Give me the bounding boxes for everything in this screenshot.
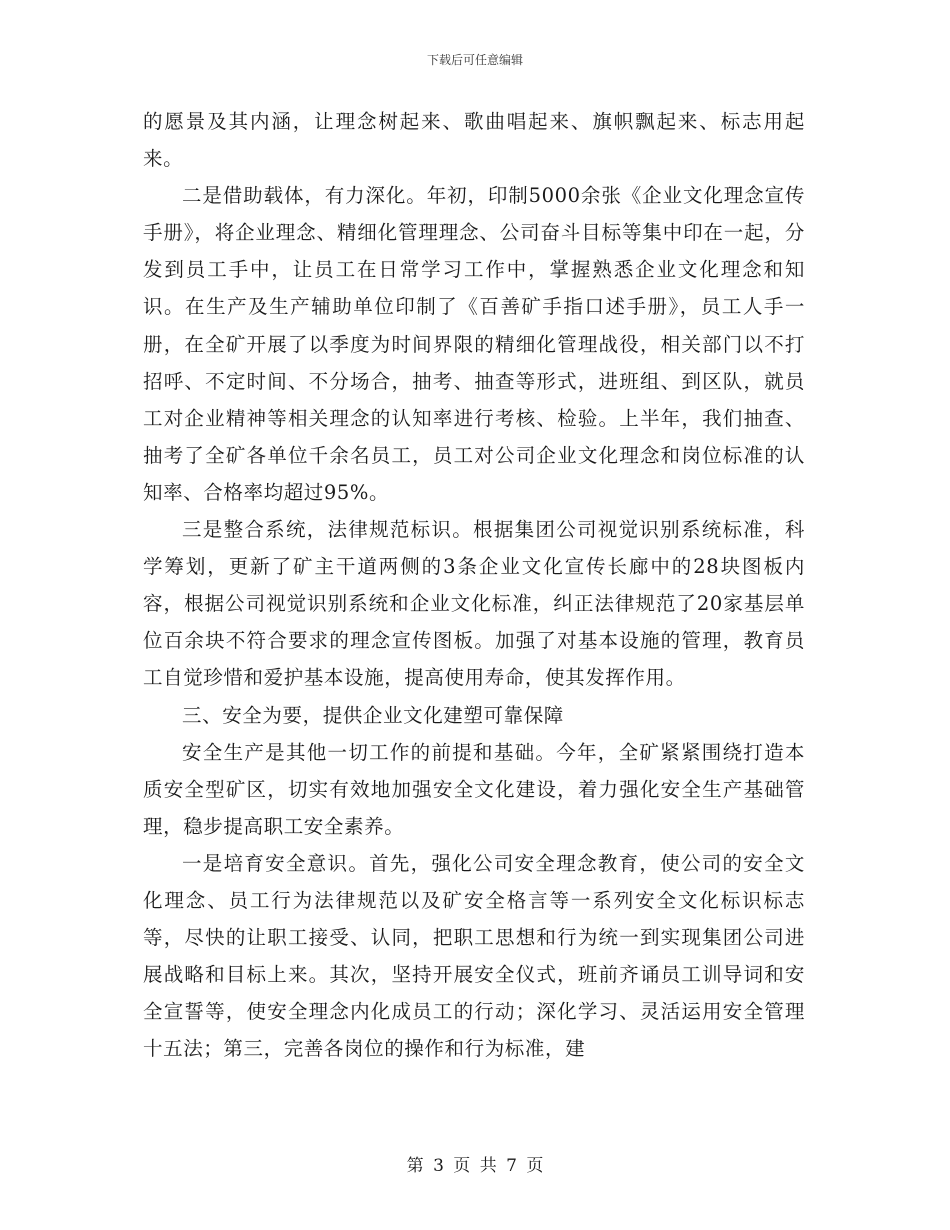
paragraph-5: 一是培育安全意识。首先，强化公司安全理念教育，使公司的安全文化理念、员工行为法律规范以及矿安全格言等一系列安全文化标识标志等，尽快的让职工接受、认同，把职工思想和行为统一到实现集团公司进展战略和目标上来。其次，坚持开展安全仪式，班前齐诵员工训导词和安全宣誓等，使安全理念内化成员工的行动；深化学习、灵活运用安全管理十五法；第三，完善各岗位的操作和行为标准，建 [143,851,805,1061]
paragraph-1: 的愿景及其内涵，让理念树起来、歌曲唱起来、旗帜飘起来、标志用起来。 [143,110,805,171]
footer-label-unit: 页 [453,1156,471,1176]
page-number-footer [0,1155,950,1177]
paragraph-3: 三是整合系统，法律规范标识。根据集团公司视觉识别系统标准，科学筹划，更新了矿主干道两侧的3条企业文化宣传长廊中的28块图板内容，根据公司视觉识别系统和企业文化标准，纠正法律规范了20家基层单位百余块不符合要求的理念宣传图板。加强了对基本设施的管理，教育员工自觉珍惜和爱护基本设施，提高使用寿命，使其发挥作用。 [143,518,805,690]
page-header-note: 下载后可任意编辑 [426,53,523,67]
section-heading: 三、安全为要，提供企业文化建塑可靠保障 [182,703,564,727]
footer-current-page: 3 [433,1156,444,1176]
footer-total-pages: 7 [506,1156,517,1176]
footer-label-unit-2: 页 [526,1156,544,1176]
footer-label-total: 共 [479,1156,497,1176]
paragraph-2: 二是借助载体，有力深化。年初，印制5000余张《企业文化理念宣传手册》，将企业理念、精细化管理理念、公司奋斗目标等集中印在一起，分发到员工手中，让员工在日常学习工作中，掌握熟悉企业文化理念和知识。在生产及生产辅助单位印制了《百善矿手指口述手册》，员工人手一册，在全矿开展了以季度为时间界限的精细化管理战役，相关部门以不打招呼、不定时间、不分场合，抽考、抽查等形式，进班组、到区队，就员工对企业精神等相关理念的认知率进行考核、检验。上半年，我们抽查、抽考了全矿各单位千余名员工，员工对公司企业文化理念和岗位标准的认知率、合格率均超过95%。 [143,184,805,504]
footer-label-page: 第 [406,1156,424,1176]
paragraph-4: 安全生产是其他一切工作的前提和基础。今年，全矿紧紧围绕打造本质安全型矿区，切实有效地加强安全文化建设，着力强化安全生产基础管理，稳步提高职工安全素养。 [143,740,805,838]
document-body [143,103,805,1067]
